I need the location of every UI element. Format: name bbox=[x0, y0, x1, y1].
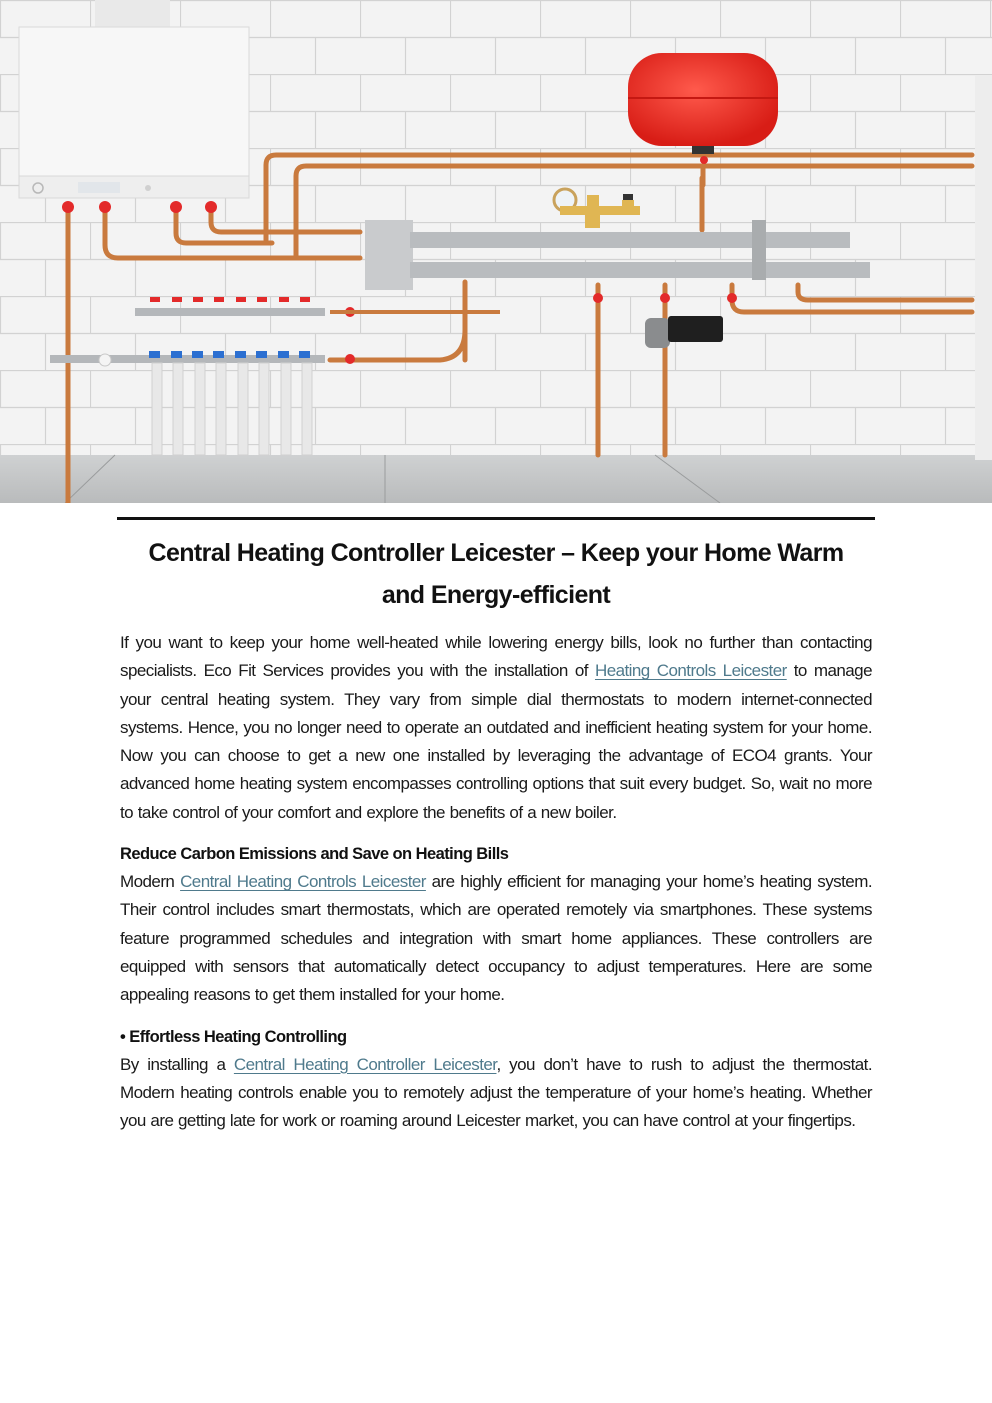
floor bbox=[0, 455, 992, 503]
horizontal-rule bbox=[117, 517, 875, 520]
section1-text-after: are highly efficient for managing your home’s heating system. Their control includes smart thermostats, which are operated remotely via smartphones. These systems feature programmed schedules and integration with smart home appliances. These controllers are equipped with sensors that automatically detect occupancy to adjust temperatures. Here are some appealing reasons to get them installed for your home. bbox=[120, 872, 872, 1005]
heating-controls-leicester-link[interactable]: Heating Controls Leicester bbox=[594, 661, 787, 681]
page-title: Central Heating Controller Leicester – Keep your Home Warm and Energy-efficient bbox=[148, 539, 844, 609]
article-body bbox=[120, 530, 872, 1135]
section1-text-before: Modern bbox=[120, 872, 181, 892]
intro-paragraph bbox=[120, 629, 872, 827]
central-heating-controller-leicester-link[interactable]: Central Heating Controller Leicester bbox=[233, 1054, 497, 1074]
manifold-bar bbox=[410, 232, 850, 248]
section-heading-reduce-carbon: Reduce Carbon Emissions and Save on Heating Bills bbox=[120, 845, 509, 864]
central-heating-controls-leicester-link[interactable]: Central Heating Controls Leicester bbox=[180, 872, 426, 892]
section2-paragraph bbox=[120, 1051, 872, 1136]
intro-text-after: to manage your central heating system. They vary from simple dial thermostats to modern internet-connected systems. Hence, you no longer need to operate an outdated and inefficient heating system for your home. Now you can choose to get a new one installed by leveraging the advantage of ECO4 grants. Your advanced home heating system encompasses controlling options that suit every budget. So, wait no more to take control of your comfort and explore the benefits of a new boiler. bbox=[120, 661, 872, 822]
section1-paragraph bbox=[120, 868, 872, 1009]
hero-image bbox=[0, 0, 992, 503]
intro-text-before: If you want to keep your home well-heated while lowering energy bills, look no further than contacting specialists. Eco Fit Services provides you with the installation of bbox=[120, 633, 872, 681]
section2-text-after: , you don’t have to rush to adjust the thermostat. Modern heating controls enable you to remotely adjust the temperature of your home’s heating. Whether you are getting late for work or roaming around Leicester market, you can have control at your fingertips. bbox=[120, 1054, 872, 1131]
expansion-tank bbox=[628, 53, 778, 146]
section-heading-effortless-heating: • Effortless Heating Controlling bbox=[120, 1027, 347, 1046]
pump bbox=[645, 318, 670, 348]
boiler bbox=[19, 27, 249, 197]
heating-system-photo-icon bbox=[0, 0, 992, 503]
section2-text-before: By installing a bbox=[120, 1054, 234, 1074]
